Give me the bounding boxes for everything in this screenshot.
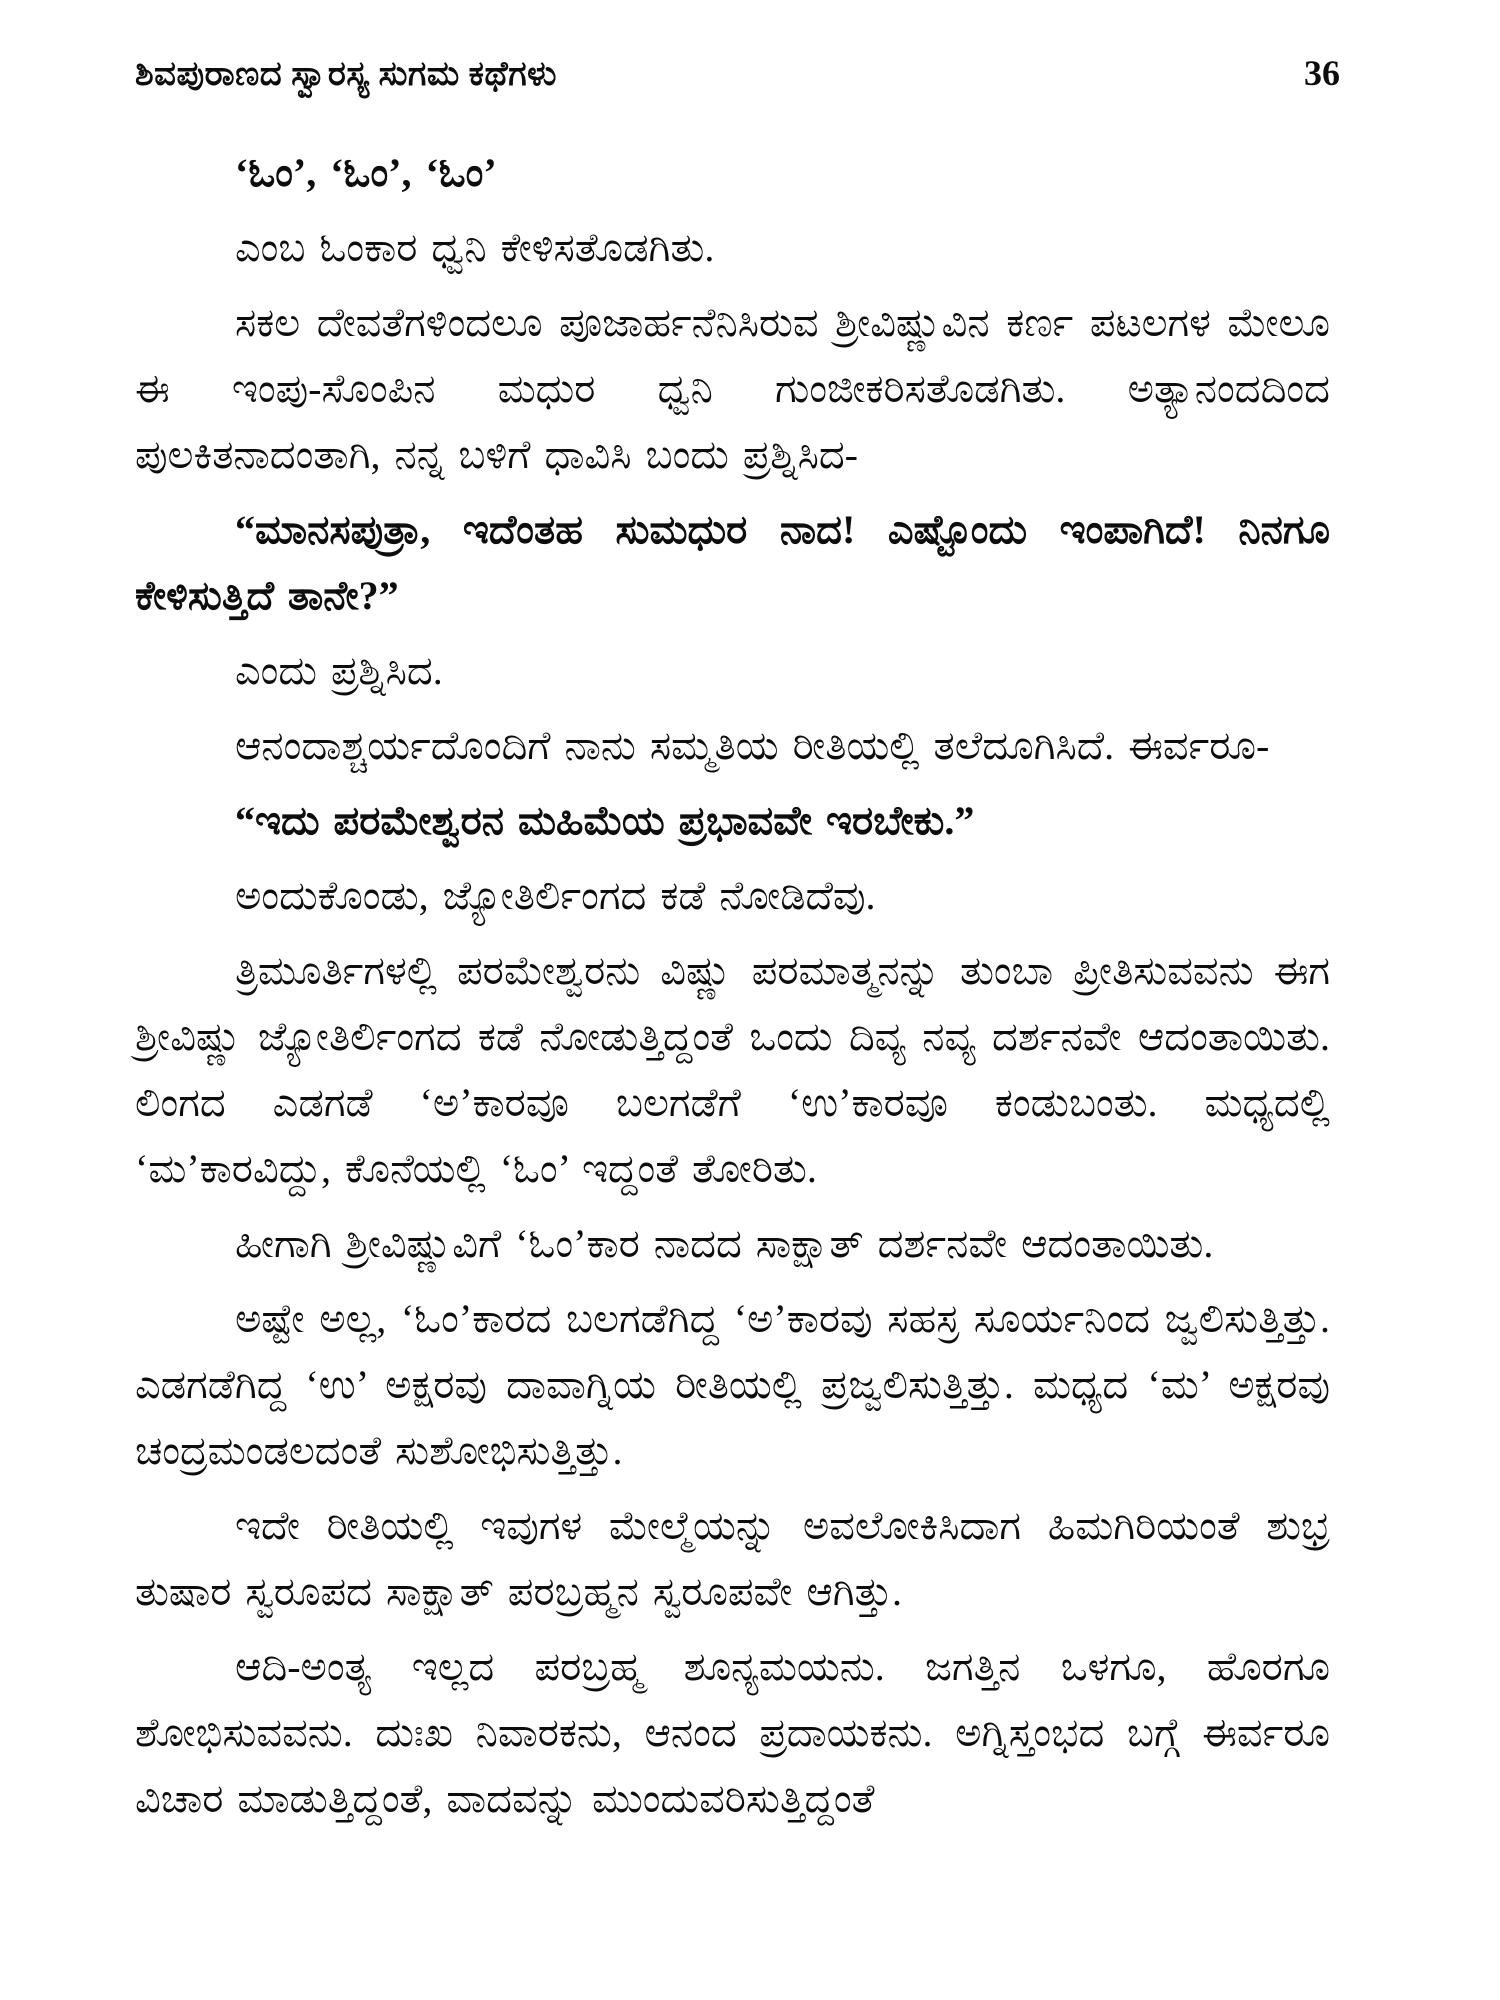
page-body	[135, 140, 1330, 1832]
paragraph: “ಮಾನಸಪುತ್ರಾ, ಇದೆಂತಹ ಸುಮಧುರ ನಾದ! ಎಷ್ಟೊಂದು ಇಂಪಾಗಿದೆ! ನಿನಗೂ ಕೇಳಿಸುತ್ತಿದೆ ತಾನೇ?”	[135, 507, 1330, 618]
paragraph: ಅಂದುಕೊಂಡು, ಜ್ಯೋತಿರ್ಲಿಂಗದ ಕಡೆ ನೋಡಿದೆವು.	[235, 873, 876, 918]
running-header	[0, 0, 1500, 94]
paragraph: ಹೀಗಾಗಿ ಶ್ರೀವಿಷ್ಣುವಿಗೆ ‘ಓಂ’ಕಾರ ನಾದದ ಸಾಕ್ಷಾತ್ ದರ್ಶನವೇ ಆದಂತಾಯಿತು.	[235, 1221, 1214, 1266]
paragraph: ಎಂದು ಪ್ರಶ್ನಿಸಿದ.	[235, 648, 443, 693]
paragraph: ಸಕಲ ದೇವತೆಗಳಿಂದಲೂ ಪೂಜಾರ್ಹನೆನಿಸಿರುವ ಶ್ರೀವಿಷ್ಣುವಿನ ಕರ್ಣ ಪಟಲಗಳ ಮೇಲೂ ಈ ಇಂಪು-ಸೊಂಪಿನ ಮಧುರ ಧ್ವನಿ ಗುಂಜೀಕರಿಸತೊಡಗಿತು. ಅತ್ಯಾನಂದದಿಂದ ಪುಲಕಿತನಾದಂತಾಗಿ, ನನ್ನ ಬಳಿಗೆ ಧಾವಿಸಿ ಬಂದು ಪ್ರಶ್ನಿಸಿದ-	[135, 300, 1330, 477]
paragraph: “ಇದು ಪರಮೇಶ್ವರನ ಮಹಿಮೆಯ ಪ್ರಭಾವವೇ ಇರಬೇಕು.”	[235, 798, 975, 843]
paragraph: ಆನಂದಾಶ್ಚರ್ಯದೊಂದಿಗೆ ನಾನು ಸಮ್ಮತಿಯ ರೀತಿಯಲ್ಲಿ ತಲೆದೂಗಿಸಿದೆ. ಈರ್ವರೂ-	[235, 723, 1270, 768]
paragraph: ‘ಓಂ’, ‘ಓಂ’, ‘ಓಂ’	[235, 150, 497, 195]
paragraph: ಎಂಬ ಓಂಕಾರ ಧ್ವನಿ ಕೇಳಿಸತೊಡಗಿತು.	[235, 225, 715, 270]
paragraph: ತ್ರಿಮೂರ್ತಿಗಳಲ್ಲಿ ಪರಮೇಶ್ವರನು ವಿಷ್ಣು ಪರಮಾತ್ಮನನ್ನು ತುಂಬಾ ಪ್ರೀತಿಸುವವನು ಈಗ ಶ್ರೀವಿಷ್ಣು ಜ್ಯೋತಿರ್ಲಿಂಗದ ಕಡೆ ನೋಡುತ್ತಿದ್ದಂತೆ ಒಂದು ದಿವ್ಯ ನವ್ಯ ದರ್ಶನವೇ ಆದಂತಾಯಿತು. ಲಿಂಗದ ಎಡಗಡೆ ‘ಅ’ಕಾರವೂ ಬಲಗಡೆಗೆ ‘ಉ’ಕಾರವೂ ಕಂಡುಬಂತು. ಮಧ್ಯದಲ್ಲಿ ‘ಮ’ಕಾರವಿದ್ದು, ಕೊನೆಯಲ್ಲಿ ‘ಓಂ’ ಇದ್ದಂತೆ ತೋರಿತು.	[135, 948, 1330, 1191]
paragraph: ಆದಿ-ಅಂತ್ಯ ಇಲ್ಲದ ಪರಬ್ರಹ್ಮ ಶೂನ್ಯಮಯನು. ಜಗತ್ತಿನ ಒಳಗೂ, ಹೊರಗೂ ಶೋಭಿಸುವವನು. ದುಃಖ ನಿವಾರಕನು, ಆನಂದ ಪ್ರದಾಯಕನು. ಅಗ್ನಿಸ್ತಂಭದ ಬಗ್ಗೆ ಈರ್ವರೂ ವಿಚಾರ ಮಾಡುತ್ತಿದ್ದಂತೆ, ವಾದವನ್ನು ಮುಂದುವರಿಸುತ್ತಿದ್ದಂತೆ	[135, 1644, 1330, 1821]
page-number: 36	[1304, 53, 1340, 93]
running-header-title: ಶಿವಪುರಾಣದ ಸ್ವಾರಸ್ಯ ಸುಗಮ ಕಥೆಗಳು	[135, 56, 557, 93]
paragraph: ಇದೇ ರೀತಿಯಲ್ಲಿ ಇವುಗಳ ಮೇಲ್ಮೆಯನ್ನು ಅವಲೋಕಿಸಿದಾಗ ಹಿಮಗಿರಿಯಂತೆ ಶುಭ್ರ ತುಷಾರ ಸ್ವರೂಪದ ಸಾಕ್ಷಾತ್ ಪರಬ್ರಹ್ಮನ ಸ್ವರೂಪವೇ ಆಗಿತ್ತು.	[135, 1503, 1330, 1614]
paragraph: ಅಷ್ಟೇ ಅಲ್ಲ, ‘ಓಂ’ಕಾರದ ಬಲಗಡೆಗಿದ್ದ ‘ಅ’ಕಾರವು ಸಹಸ್ರ ಸೂರ್ಯನಿಂದ ಜ್ವಲಿಸುತ್ತಿತ್ತು. ಎಡಗಡೆಗಿದ್ದ ‘ಉ’ ಅಕ್ಷರವು ದಾವಾಗ್ನಿಯ ರೀತಿಯಲ್ಲಿ ಪ್ರಜ್ವಲಿಸುತ್ತಿತ್ತು. ಮಧ್ಯದ ‘ಮ’ ಅಕ್ಷರವು ಚಂದ್ರಮಂಡಲದಂತೆ ಸುಶೋಭಿಸುತ್ತಿತ್ತು.	[135, 1296, 1330, 1473]
